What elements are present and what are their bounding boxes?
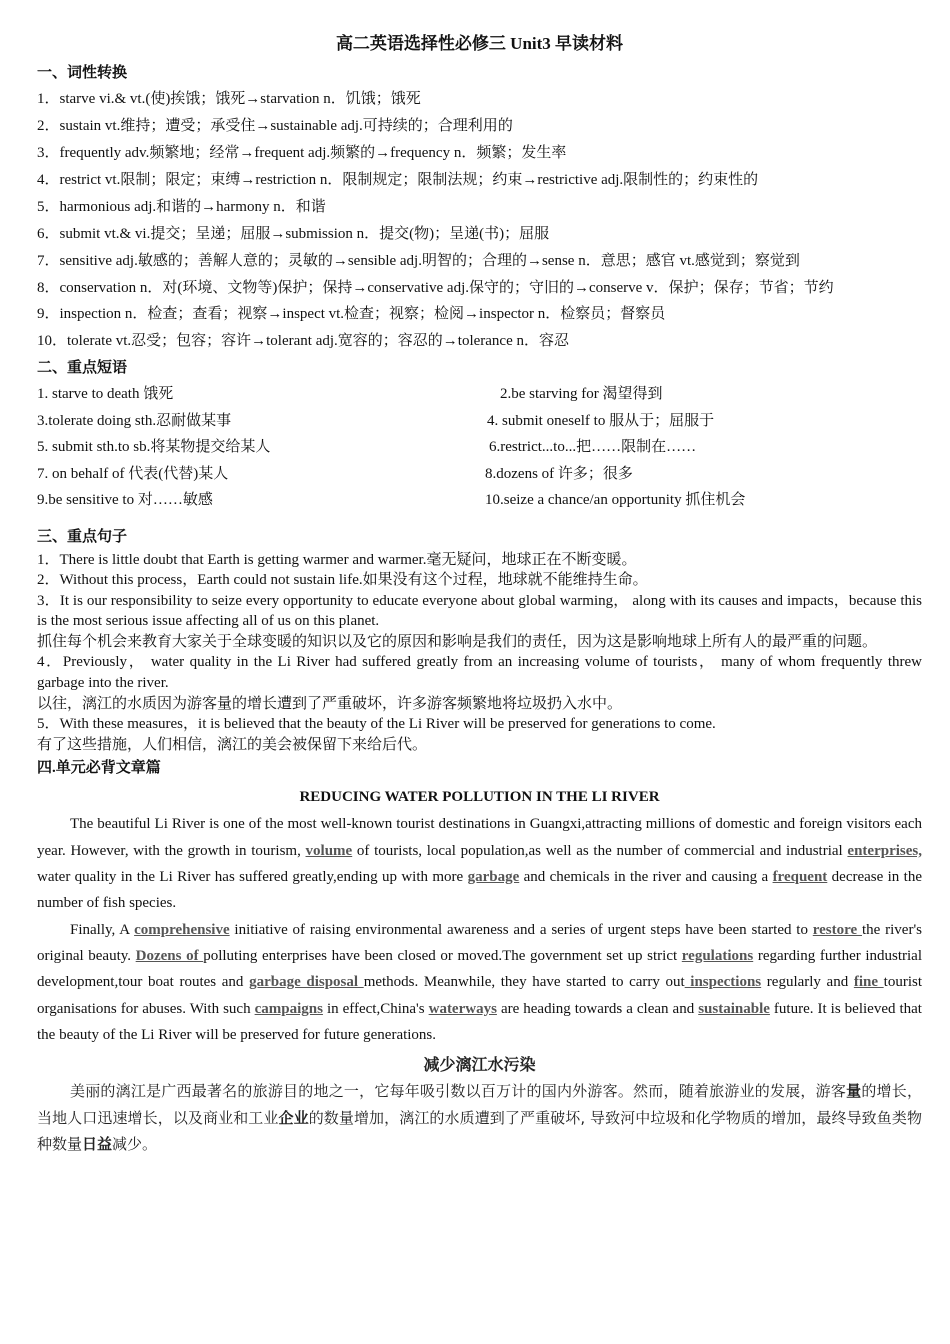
text-run: 减少。 bbox=[112, 1135, 158, 1154]
list-item: 9．inspection n．检查；查看；视察→inspect vt.检查；视察；检阅→inspector n．检察员；督察员 bbox=[37, 306, 666, 322]
text-run: of tourists, local population,as well as the number of commercial and industrial bbox=[352, 842, 848, 859]
bold-term: 日益 bbox=[82, 1135, 113, 1154]
list-item: 8．conservation n．对(环境、文物等)保护；保持→conservative adj.保守的；守旧的→conserve v．保护；保存；节省；节约 bbox=[37, 280, 834, 296]
sentence-translation: 以往，漓江的水质因为游客量的增长遭到了严重破坏，许多游客频繁地将垃圾扔入水中。 bbox=[37, 695, 623, 712]
phrase-row bbox=[37, 461, 922, 488]
text-run: and chemicals in the river and causing a bbox=[519, 869, 773, 886]
text-run: Finally, A bbox=[70, 921, 135, 938]
keyword: garbage bbox=[467, 869, 520, 886]
sentence-item: 3．It is our responsibility to seize every opportunity to educate everyone about global warming， along with its causes and impacts，because this is the most serious issue affecting all of us on this planet. bbox=[37, 592, 922, 630]
sentence-item: 4．Previously， water quality in the Li River had suffered greatly from an increasing volume of tourists， many of whom frequently threw garbage into the river. bbox=[37, 654, 922, 692]
translation-title: 减少漓江水污染 bbox=[423, 1055, 536, 1075]
text-run: regarding further industrial development,tour boat routes and bbox=[37, 947, 922, 991]
text-run: methods. Meanwhile, they have started to carry out bbox=[363, 974, 685, 991]
list-item: 2．sustain vt.维持；遭受；承受住→sustainable adj.可持续的；合理利用的 bbox=[37, 118, 513, 134]
sentence-translation: 有了这些措施，人们相信，漓江的美会被保留下来给后代。 bbox=[37, 736, 428, 753]
text-run: future. It is believed that the beauty of the Li River will be preserved for future generations. bbox=[37, 1000, 922, 1043]
phrase-item: 6.restrict...to...把……限制在…… bbox=[489, 439, 697, 455]
keyword: garbage disposal bbox=[249, 974, 364, 991]
key-phrases-table bbox=[37, 381, 922, 514]
phrase-item: 7. on behalf of 代表(代替)某人 bbox=[37, 465, 229, 482]
translation-paragraph bbox=[37, 1078, 922, 1158]
list-item: 5．harmonious adj.和谐的→harmony n．和谐 bbox=[37, 199, 326, 215]
keyword: Dozens of bbox=[135, 947, 204, 964]
phrase-item: 1. starve to death 饿死 bbox=[37, 386, 174, 402]
sentence-item: 2．Without this process，Earth could not sustain life.如果没有这个过程，地球就不能维持生命。 bbox=[37, 572, 648, 589]
section-heading-key-phrases: 二、重点短语 bbox=[37, 360, 128, 376]
text-run: water quality in the Li River has suffered greatly,ending up with more bbox=[37, 869, 468, 886]
phrase-item: 8.dozens of 许多；很多 bbox=[485, 465, 633, 482]
text-run: regularly and bbox=[761, 974, 854, 991]
phrase-item: 9.be sensitive to 对……敏感 bbox=[37, 492, 213, 508]
phrase-row bbox=[37, 381, 922, 408]
phrase-item: 2.be starving for 渴望得到 bbox=[500, 386, 663, 402]
text-run: 的增长，当地人口迅速增长，以及商业和工业 bbox=[37, 1082, 922, 1127]
keyword: comprehensive bbox=[134, 921, 230, 938]
keyword: fine bbox=[853, 974, 884, 991]
list-item: 10．tolerate vt.忍受；包容；容许→tolerant adj.宽容的；容忍的→tolerance n．容忍 bbox=[37, 333, 569, 349]
phrase-item: 3.tolerate doing sth.忍耐做某事 bbox=[37, 412, 232, 429]
sentence-item: 1．There is little doubt that Earth is getting warmer and warmer.毫无疑问，地球正在不断变暖。 bbox=[37, 551, 637, 568]
list-item: 7．sensitive adj.敏感的；善解人意的；灵敏的→sensible adj.明智的；合理的→sense n．意思；感官 vt.感觉到；察觉到 bbox=[37, 253, 800, 269]
text-run: tourist organisations for abuses. With such bbox=[37, 974, 922, 1017]
sentence-translation: 抓住每个机会来教育大家关于全球变暖的知识以及它的原因和影响是我们的责任，因为这是影响地球上所有人的最严重的问题。 bbox=[37, 633, 878, 650]
article-title: REDUCING WATER POLLUTION IN THE LI RIVER bbox=[299, 789, 660, 806]
sentence-item: 5．With these measures，it is believed that the beauty of the Li River will be preserved for generations to come. bbox=[37, 716, 716, 733]
phrase-row bbox=[37, 434, 922, 461]
keyword: frequent bbox=[772, 869, 828, 886]
text-run: in effect,China's bbox=[322, 1000, 429, 1017]
phrase-item: 5. submit sth.to sb.将某物提交给某人 bbox=[37, 439, 271, 455]
keyword: volume bbox=[305, 842, 353, 859]
bold-term: 量 bbox=[846, 1082, 862, 1101]
section-heading-key-sentences: 三、重点句子 bbox=[37, 528, 128, 545]
bold-term: 企业 bbox=[278, 1108, 309, 1127]
phrase-row bbox=[37, 487, 922, 514]
keyword: campaigns bbox=[254, 1000, 323, 1017]
list-item: 6．submit vt.& vi.提交；呈递；屈服→submission n．提交(物)；呈递(书)；屈服 bbox=[37, 226, 550, 242]
list-item: 4．restrict vt.限制；限定；束缚→restriction n．限制规定；限制法规；约束→restrictive adj.限制性的；约束性的 bbox=[37, 172, 759, 188]
keyword: regulations bbox=[681, 947, 754, 964]
phrase-item: 10.seize a chance/an opportunity 抓住机会 bbox=[485, 492, 746, 508]
text-run: are heading towards a clean and bbox=[496, 1000, 699, 1017]
keyword: inspections bbox=[684, 974, 762, 991]
document-page bbox=[37, 30, 922, 1158]
phrase-item: 4. submit oneself to 服从于；屈服于 bbox=[487, 412, 715, 429]
keyword: waterways bbox=[428, 1000, 497, 1017]
article-paragraph-1 bbox=[37, 811, 922, 916]
phrase-row bbox=[37, 408, 922, 435]
text-run: the river's original beauty. bbox=[37, 921, 922, 964]
section-heading-article: 四.单元必背文章篇 bbox=[37, 760, 161, 777]
text-run: initiative of raising environmental awareness and a series of urgent steps have been started to bbox=[229, 921, 813, 938]
text-run: 的数量增加，漓江的水质遭到了严重破坏, 导致河中垃圾和化学物质的增加，最终导致鱼类物种数量 bbox=[37, 1108, 922, 1154]
list-item: 1．starve vi.& vt.(使)挨饿；饿死→starvation n．饥饿；饿死 bbox=[37, 91, 421, 107]
list-item: 3．frequently adv.频繁地；经常→frequent adj.频繁的→frequency n．频繁；发生率 bbox=[37, 145, 567, 161]
keyword: sustainable bbox=[698, 1000, 770, 1017]
text-run: The beautiful Li River is one of the most well-known tourist destinations in Guangxi,attracting millions of domestic and foreign visitors each year. However, with the growth in tourism, bbox=[37, 816, 922, 859]
text-run: 美丽的漓江是广西最著名的旅游目的地之一，它每年吸引数以百万计的国内外游客。然而，随着旅游业的发展，游客 bbox=[70, 1082, 847, 1101]
keyword: enterprises, bbox=[847, 842, 922, 859]
word-forms-list bbox=[37, 86, 922, 355]
article-paragraph-2 bbox=[37, 917, 922, 1048]
page-title: 高二英语选择性必修三 Unit3 早读材料 bbox=[335, 34, 624, 53]
text-run: polluting enterprises have been closed or moved.The government set up strict bbox=[203, 947, 682, 964]
key-sentences bbox=[37, 550, 922, 756]
text-run: decrease in the number of fish species. bbox=[37, 869, 922, 912]
section-heading-word-forms: 一、词性转换 bbox=[37, 65, 128, 81]
keyword: restore bbox=[812, 921, 862, 938]
